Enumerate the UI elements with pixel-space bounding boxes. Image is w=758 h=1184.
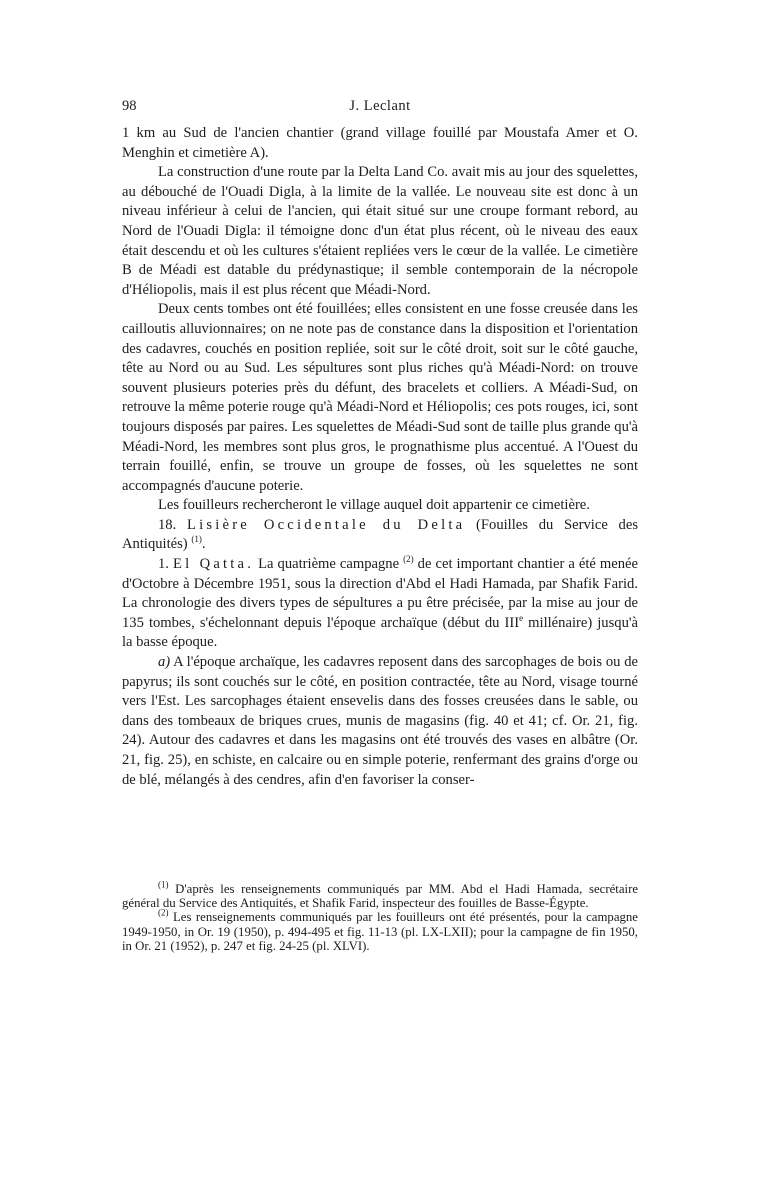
list-label: a) <box>158 654 171 671</box>
paragraph-text: A l'époque archaïque, les cadavres reposent dans des sarcophages de bois ou de papyrus; ils sont couchés sur le côté, en position contractée, tête au Nord, visage tourné vers l'Est. Les sarcophages étaient ensevelis dans des fosses creusées dans le sable, ou dans des tombeaux de briques crues, munis de magasins (fig. 40 et 41; cf. Or. 21, fig. 24). Autour des cadavres et dans les magasins ont été trouvés des vases en albâtre (Or. 21, fig. 25), en schiste, en calcaire ou en simple poterie, renfermant des grains d'orge ou de blé, mélangés à des cendres, afin d'en favoriser la conser- <box>122 654 638 788</box>
paragraph: 1 km au Sud de l'ancien chantier (grand village fouillé par Moustafa Amer et O. Menghin et cimetière A). <box>122 125 638 161</box>
punctuation: . <box>201 536 206 553</box>
footnote-ref: (2) <box>403 554 414 565</box>
subsection-number: 1. <box>158 556 169 573</box>
paragraph: Deux cents tombes ont été fouillées; elles consistent en une fosse creusée dans les cailloutis alluvionnaires; on ne note pas de constance dans la disposition et l'orientation des cadavres, couchés en position repliée, soit sur le côté droit, soit sur le côté gauche, tête au Nord ou au Sud. Les sépultures sont plus riches qu'à Méadi-Nord: on trouve souvent plusieurs poteries près du défunt, des bracelets et colliers. A Méadi-Sud, on retrouve la même poterie rouge qu'à Méadi-Nord et Héliopolis; ces pots rouges, ici, sont toujours disposés par paires. Les squelettes de Méadi-Sud sont de taille plus grande qu'à Méadi-Nord, les membres sont plus gros, le prognathisme plus accentué. A l'Ouest du terrain fouillé, enfin, se trouve un groupe de fosses, où les squelettes ne sont accompagnés d'aucune poterie. <box>122 301 638 494</box>
footnote-text: Les renseignements communiqués par les fouilleurs ont été présentés, pour la campagne 1949-1950, in Or. 19 (1950), p. 494-495 et fig. 11-13 (pl. LX-LXII); pour la campagne de fin 1950, in Or. 21 (1952), p. 247 et fig. 24-25 (pl. XLVI). <box>122 910 638 953</box>
body-text <box>122 124 638 790</box>
superscript: e <box>519 612 524 623</box>
footnote-mark: (1) <box>158 879 169 890</box>
footnotes <box>122 879 639 953</box>
footnote-2 <box>122 910 638 953</box>
paragraph: La construction d'une route par la Delta Land Co. avait mis au jour des squelettes, au débouché de l'Ouadi Digla, à la limite de la vallée. Le nouveau site est donc à un niveau inférieur à celui de l'ancien, qui était situé sur une croupe formant rebord, au Nord de l'Ouadi Digla: il témoigne donc d'un état plus récent, où le niveau des eaux était descendu et où les cultures s'étaient repliées vers le cœur de la vallée. Le cimetière B de Méadi est datable du prédynastique; il semble contemporain de la nécropole d'Héliopolis, mais il est plus récent que Méadi-Nord. <box>122 164 638 298</box>
paragraph-text: millénaire) jusqu'à la basse époque. <box>122 614 638 651</box>
footnote-text: D'après les renseignements communiqués par MM. Abd el Hadi Hamada, secrétaire général du Service des Antiquités, et Shafik Farid, inspecteur des fouilles de Basse-Égypte. <box>122 882 639 911</box>
page-header <box>122 98 638 118</box>
running-title: J. Leclant <box>349 98 411 114</box>
paragraph-text: de cet important chantier a été menée d'Octobre à Décembre 1951, sous la direction d'Abd el Hadi Hamada, par Shafik Farid. La chronologie des divers types de sépultures a pu être précisée, par la mise au jour de 135 tombes, s'échelonnant depuis l'époque archaïque (début du III <box>122 556 638 631</box>
footnote-ref: (1) <box>191 534 202 545</box>
paragraph: Les fouilleurs rechercheront le village auquel doit appartenir ce cimetière. <box>158 497 590 514</box>
footnote-1 <box>122 879 639 911</box>
section-subtitle: (Fouilles du Service des Antiquités) <box>122 516 639 553</box>
section-heading: Lisière Occidentale du Delta <box>187 516 466 533</box>
section-paragraph <box>122 516 638 555</box>
subsection-heading: El Qatta. <box>173 556 255 573</box>
subsection-paragraph <box>122 555 638 653</box>
paragraph-text: La quatrième campagne <box>258 556 400 573</box>
footnote-mark: (2) <box>158 908 169 919</box>
paragraph <box>122 653 638 790</box>
section-number: 18. <box>158 516 177 533</box>
page-number: 98 <box>122 98 137 114</box>
